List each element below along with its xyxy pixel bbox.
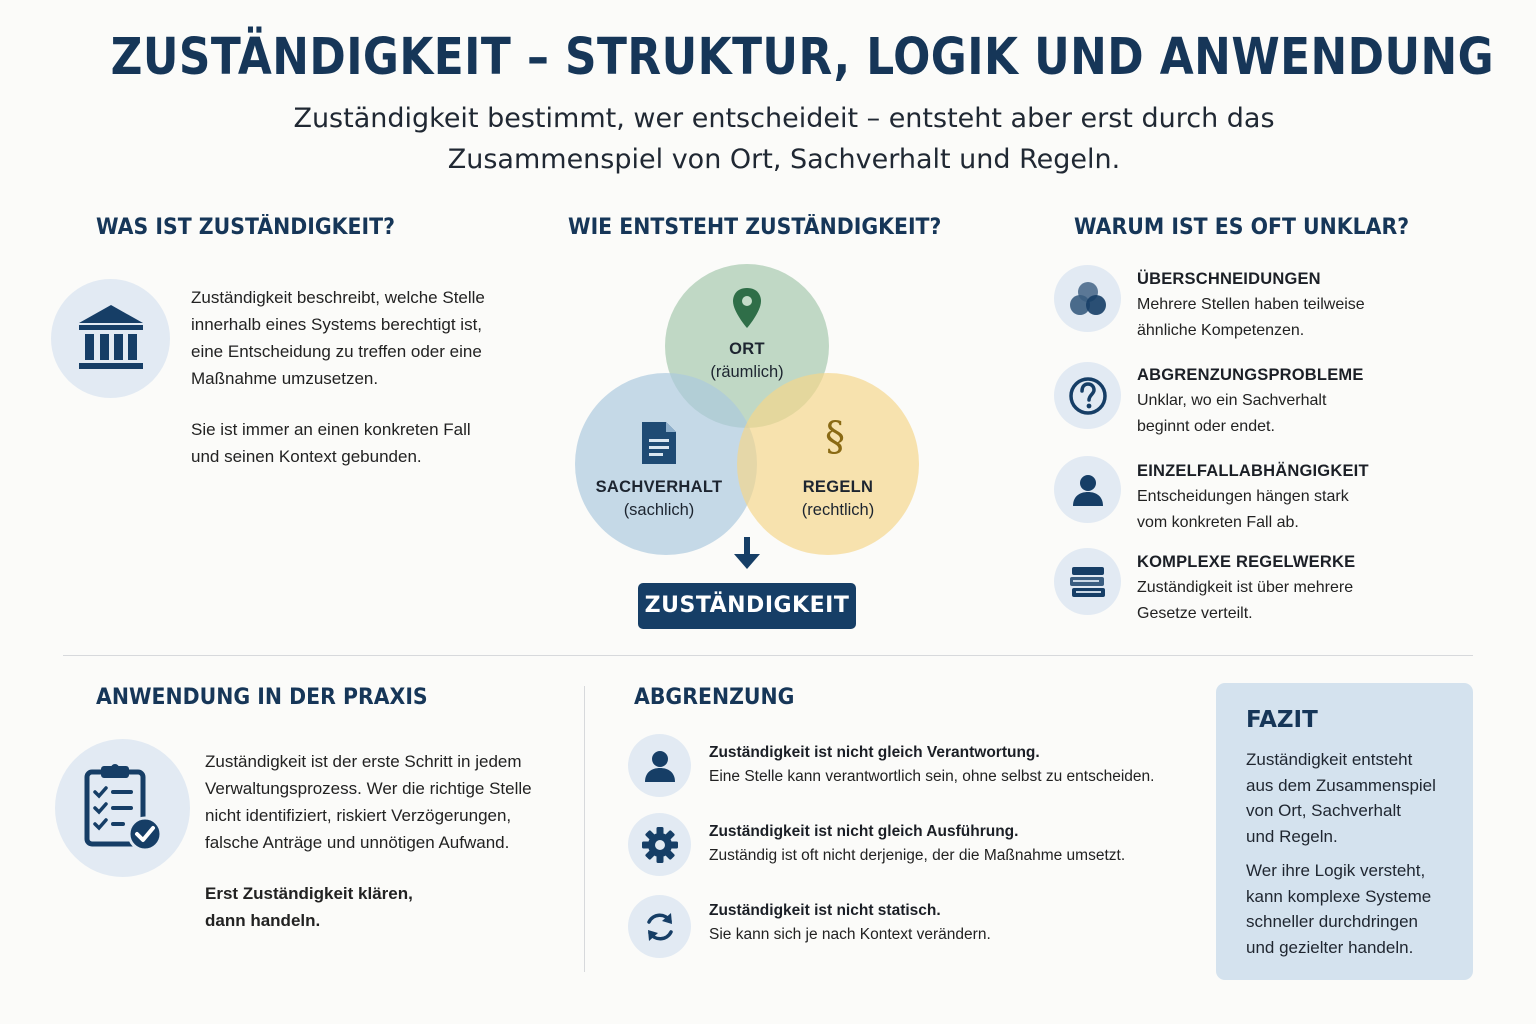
item-text [1137, 575, 1467, 627]
text-line: und seinen Kontext gebunden. [191, 447, 422, 466]
was-description [191, 284, 531, 470]
venn-circle-regeln [737, 373, 919, 555]
text-line: nicht identifiziert, riskiert Verzögerungen, [205, 806, 512, 825]
fazit-heading: FAZIT [1246, 707, 1318, 733]
section-heading-warum: WARUM IST ES OFT UNKLAR? [1074, 215, 1410, 240]
item-text: Zuständig ist oft nicht derjenige, der die Maßnahme umsetzt. [709, 847, 1126, 864]
paragraph-icon: § [825, 414, 845, 460]
item-title: Zuständigkeit ist nicht statisch. [709, 902, 941, 919]
institution-building-icon [51, 279, 170, 398]
item-text: Sie kann sich je nach Kontext verändern. [709, 926, 991, 943]
fazit-text [1246, 858, 1461, 960]
item-title: EINZELFALLABHÄNGIGKEIT [1137, 462, 1369, 480]
item-title: KOMPLEXE REGELWERKE [1137, 553, 1356, 571]
text-line: Zuständigkeit entsteht [1246, 750, 1413, 769]
text-line: innerhalb eines Systems berechtigt ist, [191, 315, 483, 334]
text-line: dann handeln. [205, 911, 321, 930]
text-line: ähnliche Kompetenzen. [1137, 322, 1305, 339]
text-line: Sie ist immer an einen konkreten Fall [191, 420, 471, 439]
column-divider [584, 686, 585, 972]
item-text [1137, 388, 1467, 440]
text-line: Mehrere Stellen haben teilweise [1137, 296, 1365, 313]
list-item [709, 744, 1189, 786]
praxis-description [205, 748, 575, 934]
text-line: eine Entscheidung zu treffen oder eine [191, 342, 482, 361]
section-heading-abgrenzung: ABGRENZUNG [634, 685, 795, 710]
list-item [709, 823, 1189, 865]
text-line: Unklar, wo ein Sachverhalt [1137, 392, 1327, 409]
text-line: aus dem Zusammenspiel [1246, 775, 1436, 795]
text-line: Entscheidungen hängen stark [1137, 488, 1349, 505]
text-line: Maßnahme umzusetzen. [191, 369, 379, 388]
item-text [1137, 484, 1467, 536]
text-line: falsche Anträge und unnötigen Aufwand. [205, 833, 510, 852]
question-mark-icon [1054, 362, 1121, 429]
fazit-text [1246, 747, 1461, 849]
list-item [709, 902, 1189, 944]
item-title: ABGRENZUNGSPROBLEME [1137, 366, 1364, 384]
arrow-down-icon [733, 537, 761, 571]
venn-title-ort: ORT [729, 340, 765, 358]
text-line: Zuständigkeit beschreibt, welche Stelle [191, 288, 485, 307]
text-line: und gezielter handeln. [1246, 937, 1414, 957]
subtitle-line: Zuständigkeit bestimmt, wer entscheideit – entsteht aber erst durch das [293, 103, 1275, 134]
text-line: schneller durchdringen [1246, 912, 1418, 931]
text-line: Gesetze verteilt. [1137, 605, 1253, 622]
item-title: ÜBERSCHNEIDUNGEN [1137, 270, 1321, 288]
clipboard-checklist-icon [55, 739, 190, 877]
item-text: Eine Stelle kann verantwortlich sein, ohne selbst zu entscheiden. [709, 768, 1155, 785]
text-line: Zuständigkeit ist der erste Schritt in jedem [205, 752, 522, 771]
text-line: vom konkreten Fall ab. [1137, 514, 1299, 531]
gear-icon [628, 813, 691, 876]
text-line: Zuständigkeit ist über mehrere [1137, 579, 1354, 596]
item-title: Zuständigkeit ist nicht gleich Ausführung. [709, 823, 1019, 840]
venn-label-ort [687, 338, 807, 384]
list-item [1137, 270, 1467, 344]
fazit-box [1216, 683, 1473, 980]
text-line: beginnt oder endet. [1137, 418, 1275, 435]
venn-title-sachverhalt: SACHVERHALT [595, 478, 723, 496]
text-line: Verwaltungsprozess. Wer die richtige Stelle [205, 779, 532, 798]
subtitle-line: Zusammenspiel von Ort, Sachverhalt und Regeln. [447, 144, 1121, 175]
result-badge: ZUSTÄNDIGKEIT [638, 583, 856, 629]
section-heading-wie: WIE ENTSTEHT ZUSTÄNDIGKEIT? [568, 215, 942, 240]
venn-title-regeln: REGELN [802, 478, 874, 496]
venn-diagram [570, 258, 930, 558]
venn-sub-ort: (räumlich) [710, 363, 784, 381]
venn-sub-sachverhalt: (sachlich) [623, 501, 695, 519]
text-line: kann komplexe Systeme [1246, 886, 1432, 906]
list-item [1137, 462, 1467, 536]
text-line: von Ort, Sachverhalt [1246, 801, 1401, 820]
text-line: und Regeln. [1246, 826, 1338, 846]
venn-label-sachverhalt [589, 476, 729, 522]
list-item [1137, 553, 1467, 627]
text-line: Erst Zuständigkeit klären, [205, 884, 413, 903]
text-line: Wer ihre Logik versteht, [1246, 861, 1426, 880]
book-stack-icon [1054, 548, 1121, 615]
section-heading-was: WAS IST ZUSTÄNDIGKEIT? [96, 215, 395, 240]
person-icon [628, 734, 691, 797]
list-item [1137, 366, 1467, 440]
overlap-circles-icon [1054, 265, 1121, 332]
item-title: Zuständigkeit ist nicht gleich Verantwortung. [709, 744, 1040, 761]
section-divider [63, 655, 1473, 656]
refresh-arrows-icon [628, 895, 691, 958]
page-title: ZUSTÄNDIGKEIT – STRUKTUR, LOGIK UND ANWENDUNG [110, 28, 1495, 87]
item-text [1137, 292, 1467, 344]
page-subtitle [168, 98, 1400, 180]
document-icon [642, 422, 676, 464]
section-heading-praxis: ANWENDUNG IN DER PRAXIS [96, 685, 428, 710]
venn-sub-regeln: (rechtlich) [801, 501, 875, 519]
person-icon [1054, 456, 1121, 523]
venn-label-regeln [778, 476, 898, 522]
